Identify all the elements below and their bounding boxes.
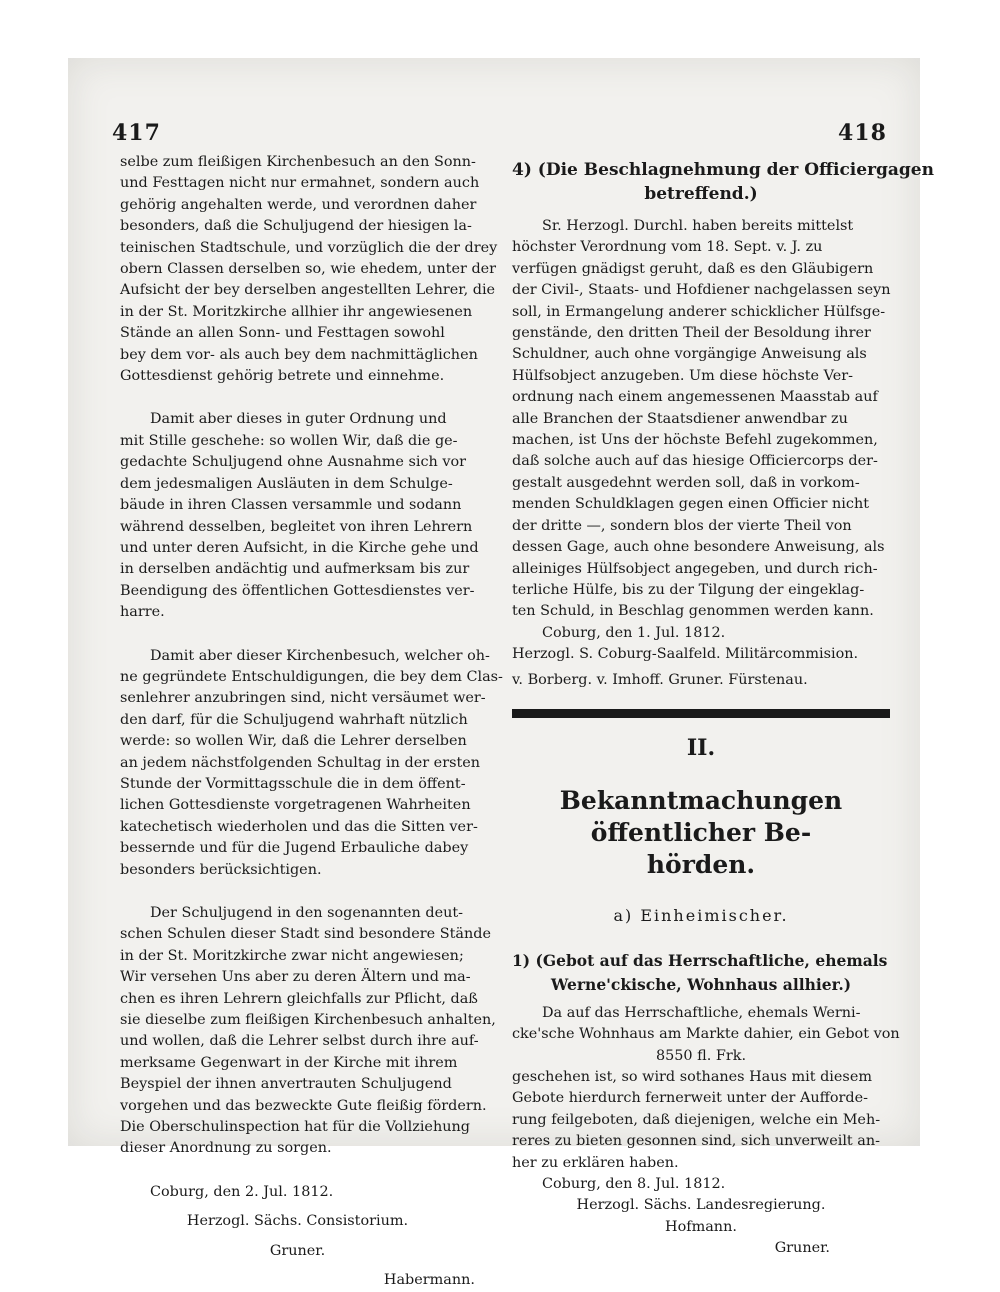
text-line: Gebote hierdurch fernerweit unter der Aufforde- xyxy=(512,1090,868,1107)
text-line: genstände, den dritten Theil der Besoldung ihrer xyxy=(512,325,871,342)
text-line: bäude in ihren Classen versammle und sodann xyxy=(120,497,462,514)
text-line: her zu erklären haben. xyxy=(512,1154,679,1171)
text-line: verfügen gnädigst geruht, daß es den Gläubigern xyxy=(512,260,874,277)
subsection-heading: a) Einheimischer. xyxy=(613,906,789,926)
text-line: während desselben, begleitet von ihren Lehrern xyxy=(120,518,473,535)
text-line: Die Oberschulinspection hat für die Vollziehung xyxy=(120,1119,470,1136)
text-line: schen Schulen dieser Stadt sind besondere Stände xyxy=(120,926,491,943)
text-line: an jedem nächstfolgenden Schultag in der ersten xyxy=(120,754,481,771)
text-line: in derselben andächtig und aufmerksam bis zur xyxy=(120,561,470,578)
section-number: II. xyxy=(686,734,716,761)
notice-heading: Werne'ckische, Wohnhaus allhier.) xyxy=(550,974,852,994)
text-line: Beyspiel der ihnen anvertrauten Schuljugend xyxy=(120,1076,452,1093)
text-line: geschehen ist, so wird sothanes Haus mit diesem xyxy=(512,1068,872,1085)
paragraph-church-attendance xyxy=(120,152,498,387)
text-line: höchster Verordnung vom 18. Sept. v. J. zu xyxy=(512,239,823,256)
text-line: machen, ist Uns der höchste Befehl zugekommen, xyxy=(512,432,878,449)
text-line: Der Schuljugend in den sogenannten deut- xyxy=(150,905,464,921)
text-line: in der St. Moritzkirche allhier ihr angewiesenen xyxy=(120,303,473,320)
text-line: bessernde und für die Jugend Erbauliche dabey xyxy=(120,840,469,857)
signatory-name: Gruner. xyxy=(269,1242,326,1259)
text-line: Damit aber dieses in guter Ordnung und xyxy=(150,411,447,428)
text-line: alle Branchen der Staatsdiener anwendbar zu xyxy=(512,410,848,427)
text-line: und unter deren Aufsicht, in die Kirche gehe und xyxy=(120,539,479,556)
text-line: Wir versehen Uns aber zu deren Ältern und ma- xyxy=(120,969,471,986)
text-line: dieser Anordnung zu sorgen. xyxy=(120,1140,332,1157)
bid-amount: 8550 fl. Frk. xyxy=(655,1047,747,1064)
text-line: Hülfsobject anzugeben. Um diese höchste Ver- xyxy=(512,367,853,384)
text-line: Stunde der Vormittagsschule die in dem öffent- xyxy=(120,775,466,792)
text-line: cke'sche Wohnhaus am Markte dahier, ein Gebot von xyxy=(512,1026,900,1043)
text-line: und wollen, daß die Lehrer selbst durch ihre auf- xyxy=(120,1033,479,1050)
text-line: bey dem vor- als auch bey dem nachmittäglichen xyxy=(120,346,478,363)
section-divider xyxy=(512,709,890,718)
text-line: selbe zum fleißigen Kirchenbesuch an den Sonn- xyxy=(120,154,476,170)
text-line: soll, in Ermangelung anderer schicklicher Hülfsge- xyxy=(512,303,886,320)
text-line: menden Schuldklagen gegen einen Officier nicht xyxy=(512,496,870,513)
text-line: Aufsicht der bey derselben angestellten Lehrer, die xyxy=(120,282,496,299)
paragraph-german-schools xyxy=(120,903,496,1160)
text-line: rung feilgeboten, daß diejenigen, welche ein Meh- xyxy=(512,1111,881,1128)
text-line: alleiniges Hülfsobject angegeben, und durch rich- xyxy=(512,560,878,577)
place-date: Coburg, den 2. Jul. 1812. xyxy=(150,1183,334,1200)
notice-officer-wages xyxy=(512,158,934,691)
notice-house-bid xyxy=(512,949,900,1260)
section-title-line: Bekanntmachungen öffentlicher Be- xyxy=(559,786,843,848)
text-line: reres zu bieten gesonnen sind, sich unverweilt an- xyxy=(512,1133,880,1150)
notice-heading: betreffend.) xyxy=(644,184,758,204)
text-line: besonders berücksichtigen. xyxy=(120,861,322,878)
text-line: vorgehen und das bezweckte Gute fleißig fördern. xyxy=(120,1097,487,1114)
signatory-name: Hofmann. xyxy=(665,1218,737,1235)
place-date: Coburg, den 1. Jul. 1812. xyxy=(542,624,726,641)
text-line: und Festtagen nicht nur ermahnet, sondern auch xyxy=(120,175,480,192)
signing-authority: Herzogl. Sächs. Landesregierung. xyxy=(576,1197,826,1214)
text-line: dessen Gage, auch ohne besondere Anweisung, als xyxy=(512,539,885,556)
text-line: gehörig angehalten werde, und verordnen daher xyxy=(120,196,477,213)
text-line: in der St. Moritzkirche zwar nicht angewiesen; xyxy=(120,947,464,964)
text-line: Damit aber dieser Kirchenbesuch, welcher oh- xyxy=(150,647,490,664)
signatory-name: Habermann. xyxy=(383,1272,475,1289)
text-line: gedachte Schuljugend ohne Ausnahme sich vor xyxy=(120,454,467,471)
text-line: senlehrer anzubringen sind, nicht versäumet wer- xyxy=(120,690,486,707)
signatory-name: Gruner. xyxy=(774,1240,830,1257)
text-line: lichen Gottesdienste vorgetragenen Wahrheiten xyxy=(120,797,471,814)
section-title-line: hörden. xyxy=(646,850,756,880)
text-line: Schuldner, auch ohne vorgängige Anweisung als xyxy=(512,346,867,363)
text-line: teinischen Stadtschule, und vorzüglich die der drey xyxy=(120,239,498,256)
text-line: ne gegründete Entschuldigungen, die bey dem Clas- xyxy=(120,668,503,685)
text-line: werde: so wollen Wir, daß die Lehrer derselben xyxy=(120,733,467,750)
notice-heading: 1) (Gebot auf das Herrschaftliche, ehemals xyxy=(512,950,888,970)
text-line: Sr. Herzogl. Durchl. haben bereits mittelst xyxy=(542,218,854,234)
text-line: ordnung nach einem angemessenen Maasstab auf xyxy=(512,389,878,406)
page-number-right: 418 xyxy=(838,120,887,146)
text-line: Da auf das Herrschaftliche, ehemals Werni- xyxy=(542,1004,861,1021)
text-line: dem jedesmaligen Ausläuten in dem Schulge- xyxy=(120,475,453,492)
text-line: ten Schuld, in Beschlag genommen werden kann. xyxy=(512,603,874,620)
text-line: Beendigung des öffentlichen Gottesdienstes ver- xyxy=(120,582,475,599)
signature-consistorium xyxy=(120,1182,475,1292)
place-date: Coburg, den 8. Jul. 1812. xyxy=(542,1176,726,1192)
notice-heading: 4) (Die Beschlagnehmung der Officiergagen xyxy=(512,160,934,180)
text-line: gestalt ausgedehnt werden soll, daß in vorkom- xyxy=(512,474,860,491)
text-line: sie dieselbe zum fleißigen Kirchenbesuch anhalten, xyxy=(120,1012,496,1029)
text-line: besonders, daß die Schuljugend der hiesigen la- xyxy=(120,218,472,235)
signatory-names: v. Borberg. v. Imhoff. Gruner. Fürstenau. xyxy=(512,671,808,688)
text-line: harre. xyxy=(120,604,165,621)
left-column xyxy=(120,152,503,1292)
text-line: merksame Gegenwart in der Kirche mit ihrem xyxy=(120,1054,458,1071)
text-line: Gottesdienst gehörig betrete und einnehme. xyxy=(120,368,445,385)
paragraph-order-and-silence xyxy=(120,409,479,623)
paragraph-catechesis xyxy=(120,646,503,881)
signing-authority: Herzogl. Sächs. Consistorium. xyxy=(186,1213,409,1230)
text-line: den darf, für die Schuljugend wahrhaft nützlich xyxy=(120,711,468,728)
right-column xyxy=(512,158,934,1260)
page-number-left: 417 xyxy=(112,120,161,146)
text-line: katechetisch wiederholen und das die Sitten ver- xyxy=(120,818,478,835)
section-title xyxy=(512,785,890,881)
text-line: chen es ihren Lehrern gleichfalls zur Pflicht, daß xyxy=(120,990,478,1007)
text-line: der dritte —, sondern blos der vierte Theil von xyxy=(512,517,852,534)
text-line: der Civil-, Staats- und Hofdiener nachgelassen seyn xyxy=(512,282,891,299)
text-line: obern Classen derselben so, wie ehedem, unter der xyxy=(120,261,497,278)
text-line: mit Stille geschehe: so wollen Wir, daß die ge- xyxy=(120,432,458,449)
signing-authority: Herzogl. S. Coburg-Saalfeld. Militärcommision. xyxy=(512,646,859,663)
text-line: terliche Hülfe, bis zu der Tilgung der eingeklag- xyxy=(512,581,865,598)
text-line: daß solche auch auf das hiesige Officiercorps der- xyxy=(512,453,878,470)
text-line: Stände an allen Sonn- und Festtagen sowohl xyxy=(120,325,445,342)
